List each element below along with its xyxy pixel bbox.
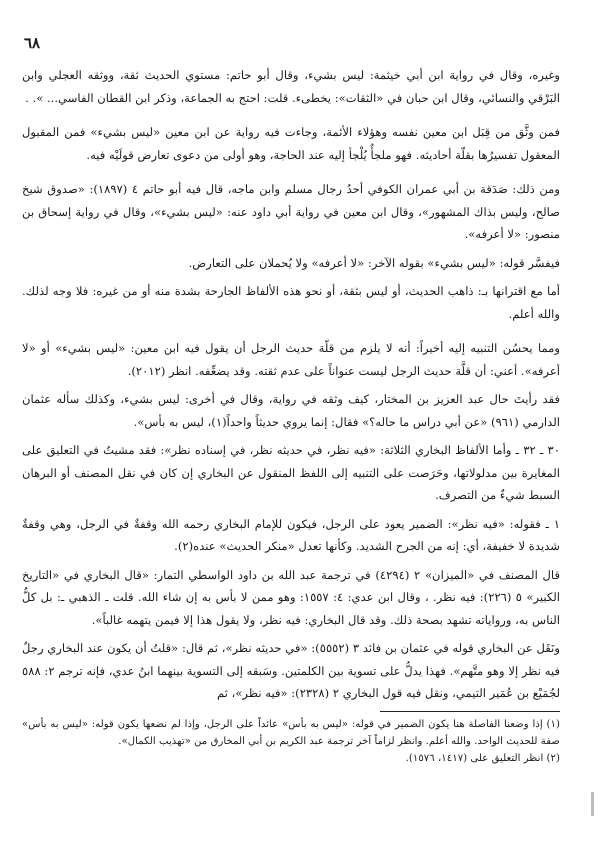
- paragraph: فقد رأيتَ حال عبد العزيز بن المختار، كيف وثقه في رواية، وقال في أخرى: ليس بشيء، وكذلك سأله عثمان الدارمي (٩٦١) «عن أبي دراس ما حاله؟» فقال: إنما يروي حديثاً واحداً(١)، ليس به بأس».: [22, 392, 560, 429]
- body-text: [22, 64, 560, 705]
- paragraph: ومن ذلك: صَدَقة بن أبي عمران الكوفي أحدُ رجال مسلم وابن ماجه، قال فيه أبو حاتم ٤ (١٨٩٧): «صدوق شيخ صالح، وليس بذاك المشهور»، وقال ابن معين في رواية أبي داود عنه: «ليس بشيء»، وقال في رواية إسحاق بن منصور: «لا أعرفه».: [22, 182, 560, 241]
- footnote: (١) إذا وضعنا الفاصلة هنا يكون الضمير في قوله: «ليس به بأس» عائداً على الرجل، وإذا لم نضعها يكون قوله: «ليس به بأس» صفة للحديث الواحد. والله أعلم. وانظر لزاماً آخر ترجمة عبد الكريم بن أبي المخارق من «تهذيب الكمال».: [22, 718, 560, 747]
- paragraph: أما مع اقترانها بـ: ذاهب الحديث، أو ليس بثقة، أو نحو هذه الألفاظ الجارحة بشدة منه أو من غيره: فلا وجه لذلك. والله أعلم.: [22, 284, 560, 321]
- scan-edge-mark: [591, 792, 594, 816]
- paragraph: ٣٠ ـ ٣٢ ـ وأما الألفاظ البخاري الثلاثة: «فيه نظر، في حديثه نظر، في إسناده نظر»: فقد مشيتُ في التعليق على المغايرة بين مدلولاتها، وحَرَصت على التنبيه إلى اللفظ المنقول عن البخاري إن كان في نقل المصنف أو البرهان السبط شيءٌ من التصرف.: [22, 443, 560, 502]
- paragraph: ومما يحسُن التنبيه إليه أخيراً: أنه لا يلزم من قلّة حديث الرجل أن يقول فيه ابن معين: «ليس بشيء» أو «لا أعرفه». أعني: أن قلَّة حديث الرجل ليست عنواناً على عدم ثقته. وقد يضعِّفه. انظر (٢٠١٢).: [22, 341, 560, 378]
- footnote-divider: [380, 711, 560, 712]
- footnote: (٢) انظر التعليق على (١٤١٧، ١٥٧٦).: [405, 752, 560, 764]
- paragraph: ١ ـ فقوله: «فيه نظر»: الضمير يعود على الرجل، فيكون للإمام البخاري رحمه الله وقفةٌ في الرجل، وهي وقفةٌ شديدة لا خفيفة، أي: إنه من الجرح الشديد. وكأنها تعدل «منكر الحديث» عنده(٢).: [22, 516, 560, 553]
- footnotes: [22, 716, 560, 767]
- paragraph: وغيره، وقال في رواية ابن أبي خيثمة: ليس بشيء، وقال أبو حاتم: مستوي الحديث ثقة، ووثقه العجلي وابن البَرْقي والنسائي، وقال ابن حبان في «الثقات»: يخطىء. قلت: احتج به الجماعة، وذكر ابن القطان الفاسي... ». .: [22, 68, 560, 105]
- paragraph: فيفسَّر قوله: «ليس بشيء» بقوله الآخر: «لا أعرفه» ولا يُحملان على التعارض.: [188, 255, 560, 270]
- paragraph: ونَقَل عن البخاري قوله في عثمان بن فائد ٣ (٥٥٥٢): «في حديثه نظر»، ثم قال: «قلتُ أن يكون عند البخاري رجلٌ فيه نظر إلا وهو متَّهم». فهذا يدلُّ على تسوية بين الكلمتين. وسَبقه إلى التسوية بينهما ابنُ عدي، فإنه ترجم ٢: ٥٨٨ لجُمَيْع بن عُمَير التيمي، ونقل فيه قول البخاري ٢ (٢٣٢٨): «فيه نظر»، ثم: [22, 641, 560, 700]
- paragraph: فمن وثَّق من قِبَل ابن معين نفسه وهؤلاء الأئمة، وجاءت فيه رواية عن ابن معين «ليس بشيء» فمن المقبول المعقول تفسيرُها بقلّة أحاديثه. فهو ملجأٌ يُلْجأ إليه عند الحاجة، وهو أولى من دعوى تعارض قولَيْه فيه.: [22, 125, 560, 162]
- page-number: ٦٨: [24, 34, 41, 52]
- paragraph: قال المصنف في «الميزان» ٢ (٤٢٩٤) في ترجمة عبد الله بن داود الواسطي التمار: «قال البخاري في «التاريخ الكبير» ٥ (٢٢٦): فيه نظر. ، وقال ابن عدي: ٤: ١٥٥٧: وهو ممن لا بأس به إن شاء الله. قلت ـ الذهبي ـ: بل كلُّ الناس به، ورواياته تشهد بصحة ذلك. وقد قال البخاري: فيه نظر، ولا يقول هذا إلا فيمن يتهمه غالباً».: [22, 567, 560, 627]
